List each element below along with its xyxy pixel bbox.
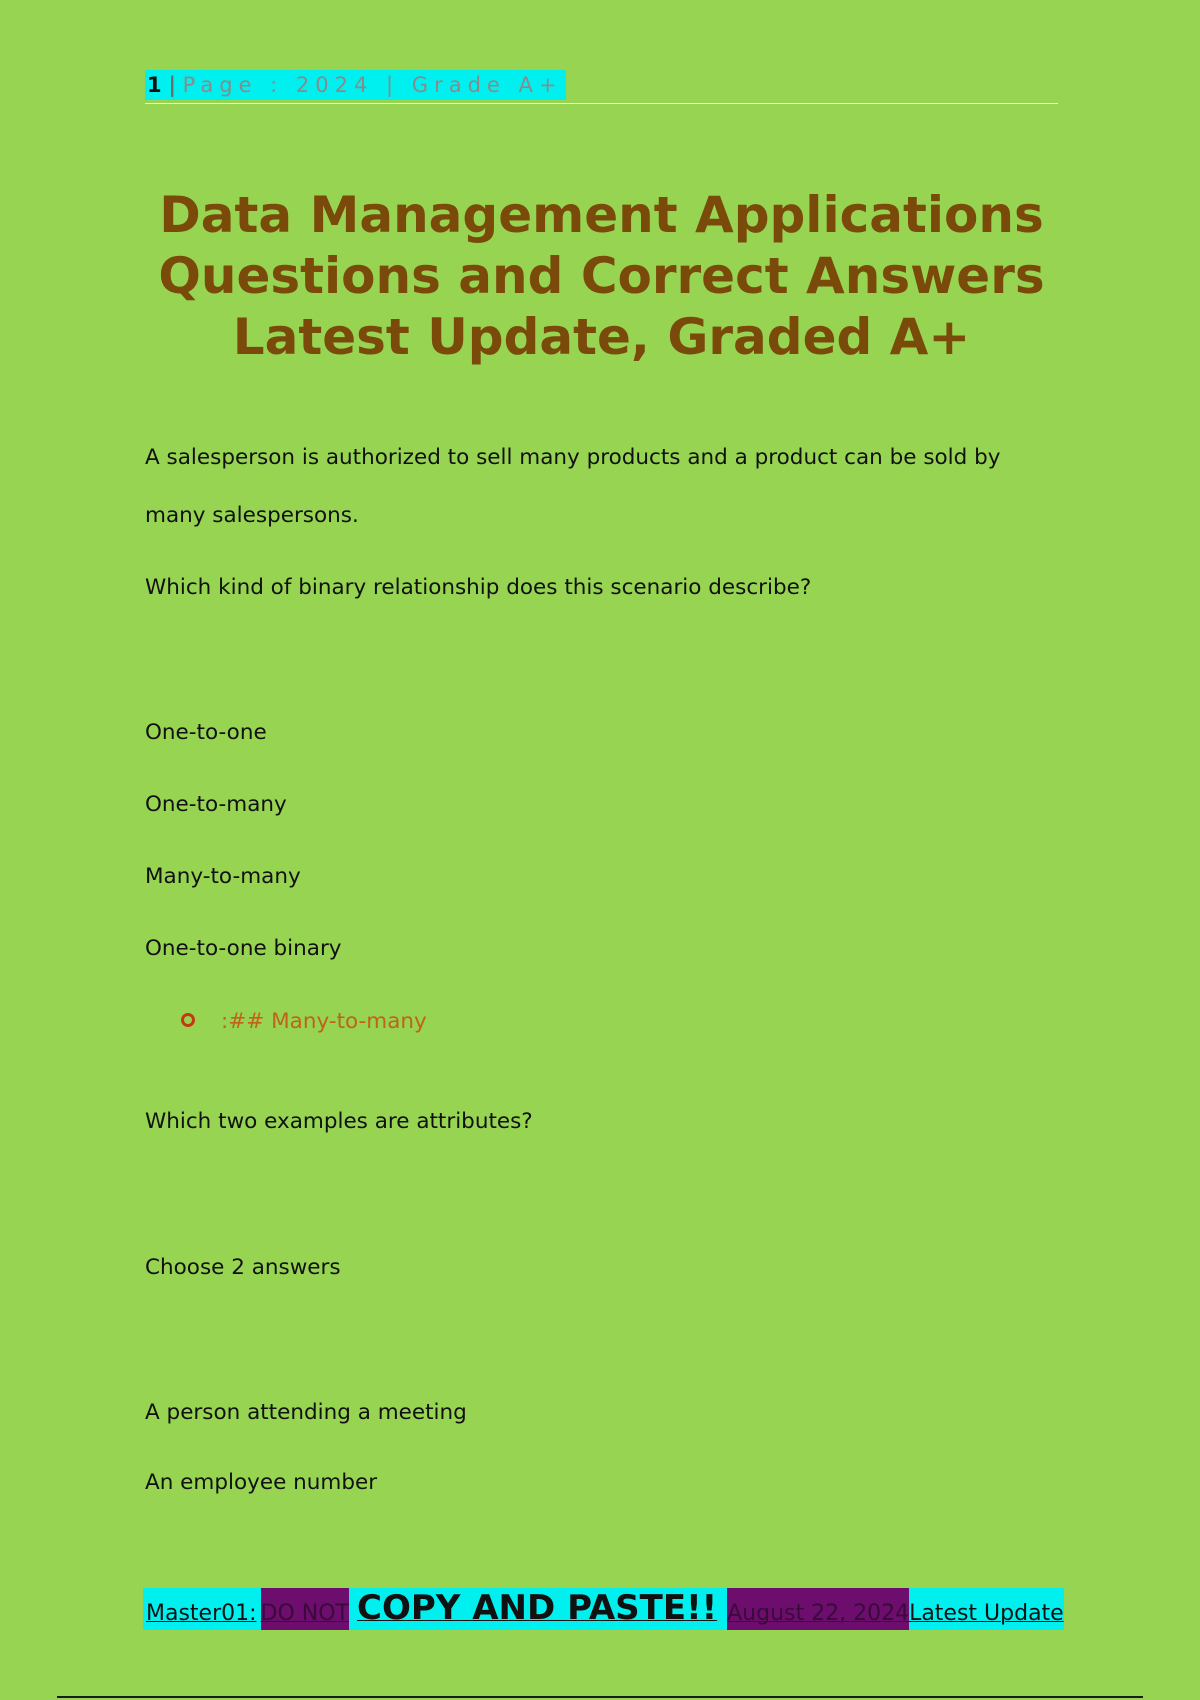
q2-instruction: Choose 2 answers bbox=[145, 1255, 341, 1280]
footer-date: August 22, 2024 bbox=[727, 1588, 909, 1630]
page-footer bbox=[143, 1588, 1064, 1630]
q1-answer-text: :## Many-to-many bbox=[221, 1009, 427, 1034]
footer-warning-small: DO NOT bbox=[261, 1588, 349, 1630]
q1-answer bbox=[181, 1008, 427, 1036]
document-title bbox=[145, 185, 1058, 368]
page-number: 1 bbox=[147, 73, 162, 97]
title-line-1: Data Management Applications bbox=[159, 186, 1044, 244]
header-text: Page : 2024 | Grade A+ bbox=[182, 73, 563, 97]
q1-option-1: One-to-one bbox=[145, 720, 267, 745]
q2-option-2: An employee number bbox=[145, 1470, 378, 1495]
header-highlight bbox=[145, 70, 566, 100]
q1-option-2: One-to-many bbox=[145, 792, 287, 817]
q1-prompt-line-2: many salespersons. bbox=[145, 503, 359, 528]
title-line-2: Questions and Correct Answers bbox=[158, 247, 1045, 305]
title-line-3: Latest Update, Graded A+ bbox=[232, 308, 971, 366]
footer-author: Master01: bbox=[143, 1588, 261, 1630]
q1-prompt-line-1: A salesperson is authorized to sell many products and a product can be sold by bbox=[145, 445, 1001, 470]
header-separator: | bbox=[168, 73, 176, 97]
q2-question: Which two examples are attributes? bbox=[145, 1109, 533, 1134]
footer-warning-big: COPY AND PASTE!! bbox=[349, 1588, 727, 1630]
footer-status: Latest Update bbox=[909, 1588, 1064, 1630]
q2-option-1: A person attending a meeting bbox=[145, 1400, 467, 1425]
page-header bbox=[145, 70, 1058, 104]
bottom-rule bbox=[57, 1696, 1143, 1698]
q1-option-3: Many-to-many bbox=[145, 864, 301, 889]
q1-option-4: One-to-one binary bbox=[145, 936, 342, 961]
hollow-bullet-icon bbox=[181, 1013, 195, 1027]
q1-question: Which kind of binary relationship does this scenario describe? bbox=[145, 575, 812, 600]
